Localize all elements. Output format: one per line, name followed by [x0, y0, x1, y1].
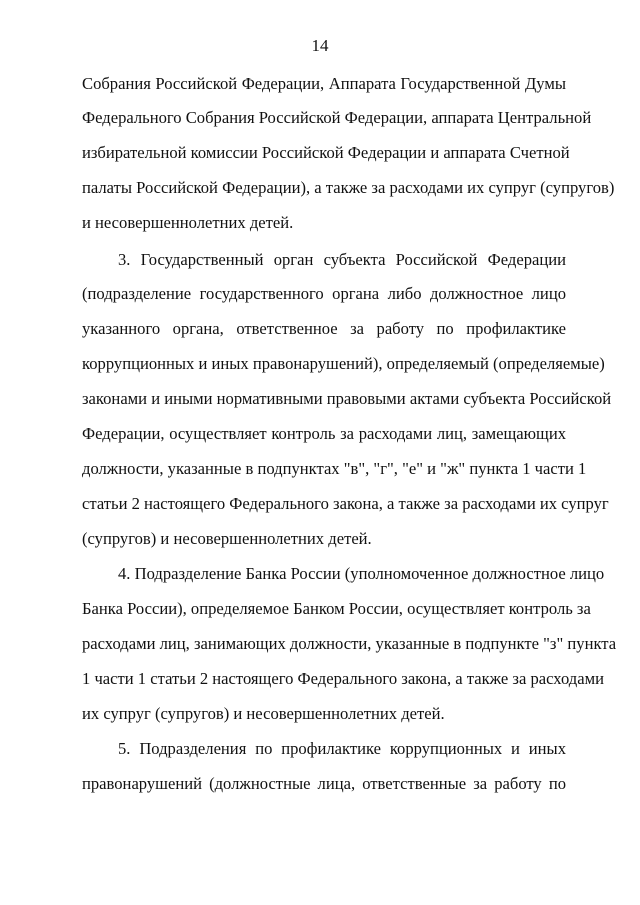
text-line: Федерального Собрания Российской Федерации, аппарата Центральной	[82, 108, 592, 127]
text-line: коррупционных и иных правонарушений), определяемый (определяемые)	[82, 354, 605, 373]
text-line: указанного органа, ответственное за работу по профилактике	[82, 319, 566, 338]
text-line: палаты Российской Федерации), а также за расходами их супруг (супругов)	[82, 178, 615, 197]
text-line: 3. Государственный орган субъекта Российской Федерации	[118, 250, 566, 269]
text-line: правонарушений (должностные лица, ответственные за работу по	[82, 774, 566, 793]
text-line: (подразделение государственного органа либо должностное лицо	[82, 284, 566, 303]
text-line: 4. Подразделение Банка России (уполномоченное должностное лицо	[118, 564, 605, 583]
text-line: расходами лиц, занимающих должности, указанные в подпункте "з" пункта	[82, 634, 617, 653]
text-line: Банка России), определяемое Банком России, осуществляет контроль за	[82, 599, 591, 618]
text-line: 5. Подразделения по профилактике коррупционных и иных	[118, 739, 566, 758]
text-line: статьи 2 настоящего Федерального закона, а также за расходами их супруг	[82, 494, 609, 513]
text-line: (супругов) и несовершеннолетних детей.	[82, 529, 372, 548]
text-line: Собрания Российской Федерации, Аппарата Государственной Думы	[82, 74, 566, 93]
text-line: и несовершеннолетних детей.	[82, 213, 294, 232]
text-line: должности, указанные в подпунктах "в", "г", "е" и "ж" пункта 1 части 1	[82, 459, 587, 478]
text-line: их супруг (супругов) и несовершеннолетних детей.	[82, 704, 445, 723]
text-line: законами и иными нормативными правовыми актами субъекта Российской	[82, 389, 612, 408]
text-line: избирательной комиссии Российской Федерации и аппарата Счетной	[82, 143, 570, 162]
page-number: 14	[311, 36, 329, 55]
text-line: Федерации, осуществляет контроль за расходами лиц, замещающих	[82, 424, 566, 443]
text-line: 1 части 1 статьи 2 настоящего Федерального закона, а также за расходами	[82, 669, 604, 688]
